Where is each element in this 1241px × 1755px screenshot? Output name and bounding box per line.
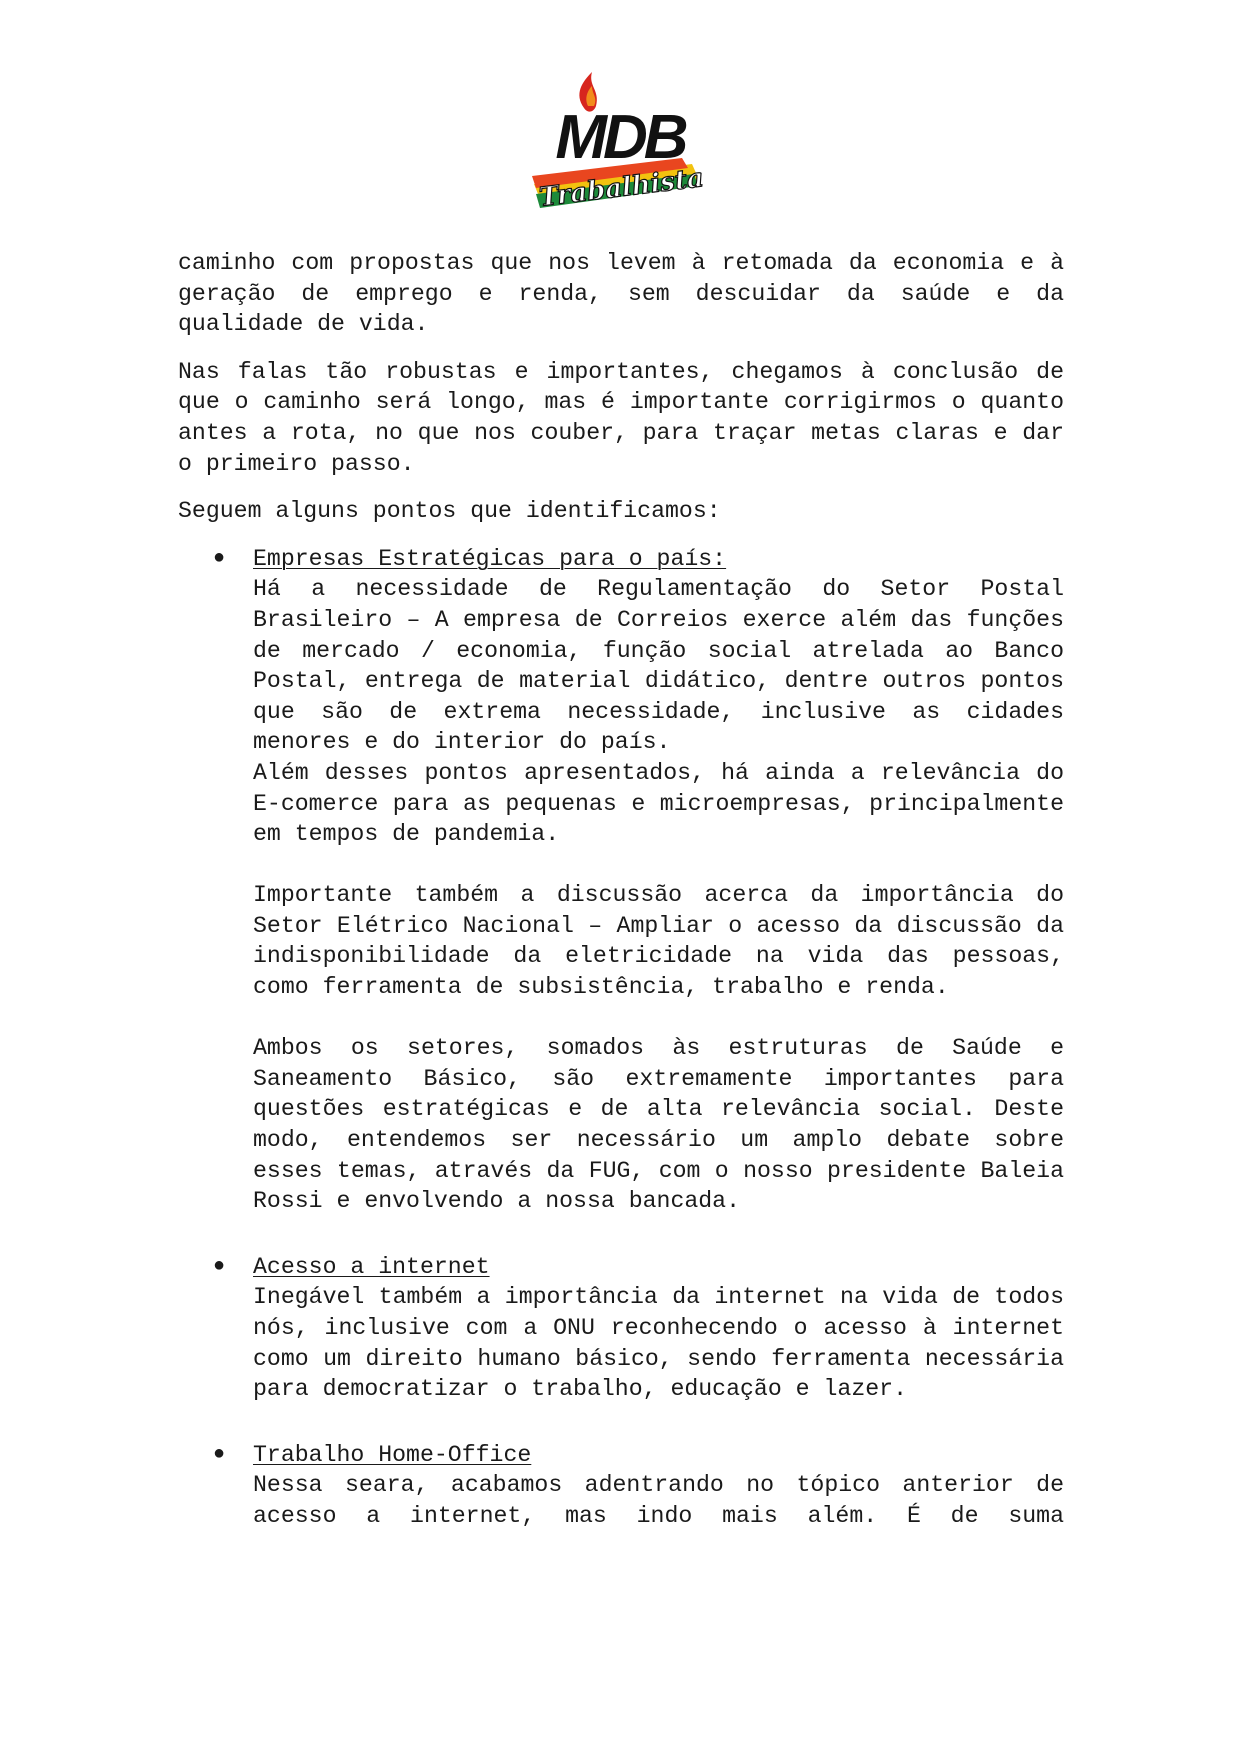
item-title-empresas: Empresas Estratégicas para o país: — [253, 545, 727, 572]
item-title-internet: Acesso a internet — [253, 1253, 490, 1280]
item-paragraph: Há a necessidade de Regulamentação do Setor Postal Brasileiro – A empresa de Correios exerce além das funções de mercado / economia, função social atrelada ao Banco Postal, entrega de material didático, dentre outros pontos que são de extrema necessidade, inclusive as cidades menores e do interior do país. — [253, 576, 1064, 756]
bullet-icon: ● — [213, 546, 226, 570]
blank-line — [253, 1003, 1064, 1034]
intro-paragraph-2: Nas falas tão robustas e importantes, chegamos à conclusão de que o caminho será longo, mas é importante corrigirmos o quanto antes a rota, no que nos couber, para traçar metas claras e dar o primeiro passo. — [178, 358, 1064, 477]
blank-line — [253, 850, 1064, 881]
intro-paragraph-1: caminho com propostas que nos levem à retomada da economia e à geração de emprego e renda, sem descuidar da saúde e da qualidade de vida. — [178, 250, 1064, 338]
mdb-trabalhista-logo — [522, 72, 722, 217]
item-paragraph: Ambos os setores, somados às estruturas de Saúde e Saneamento Básico, são extremamente importantes para questões estratégicas e de alta relevância social. Deste modo, entendemos ser necessário um amplo debate sobre esses temas, através da FUG, com o nosso presidente Baleia Rossi e envolvendo a nossa bancada. — [253, 1035, 1064, 1215]
bullet-icon: ● — [213, 1442, 226, 1466]
item-paragraph: Importante também a discussão acerca da importância do Setor Elétrico Nacional – Ampliar o acesso da discussão da indisponibilidade da eletricidade na vida das pessoas, como ferramenta de subsistência, trabalho e renda. — [253, 882, 1064, 1001]
list-item — [213, 1440, 1064, 1532]
intro-paragraph-3: Seguem alguns pontos que identificamos: — [178, 498, 721, 525]
document-body — [178, 248, 1064, 1532]
list-gap — [253, 1405, 1064, 1440]
item-title-home-office: Trabalho Home-Office — [253, 1441, 532, 1468]
item-paragraph: Além desses pontos apresentados, há ainda a relevância do E-comerce para as pequenas e microempresas, principalmente em tempos de pandemia. — [253, 759, 1064, 848]
list-gap — [253, 1217, 1064, 1252]
list-item — [213, 1252, 1064, 1405]
topics-list — [178, 544, 1064, 1532]
item-paragraph: Inegável também a importância da internet na vida de todos nós, inclusive com a ONU reconhecendo o acesso à internet como um direito humano básico, sendo ferramenta necessária para democratizar o trabalho, educação e lazer. — [253, 1284, 1064, 1403]
logo-text-mdb: MDB — [555, 103, 685, 172]
bullet-icon: ● — [213, 1254, 226, 1278]
logo-text-trabalhista: Trabalhista — [537, 163, 706, 213]
list-item — [213, 544, 1064, 1217]
item-paragraph: Nessa seara, acabamos adentrando no tópico anterior de acesso a internet, mas indo mais além. É de suma — [253, 1472, 1064, 1529]
